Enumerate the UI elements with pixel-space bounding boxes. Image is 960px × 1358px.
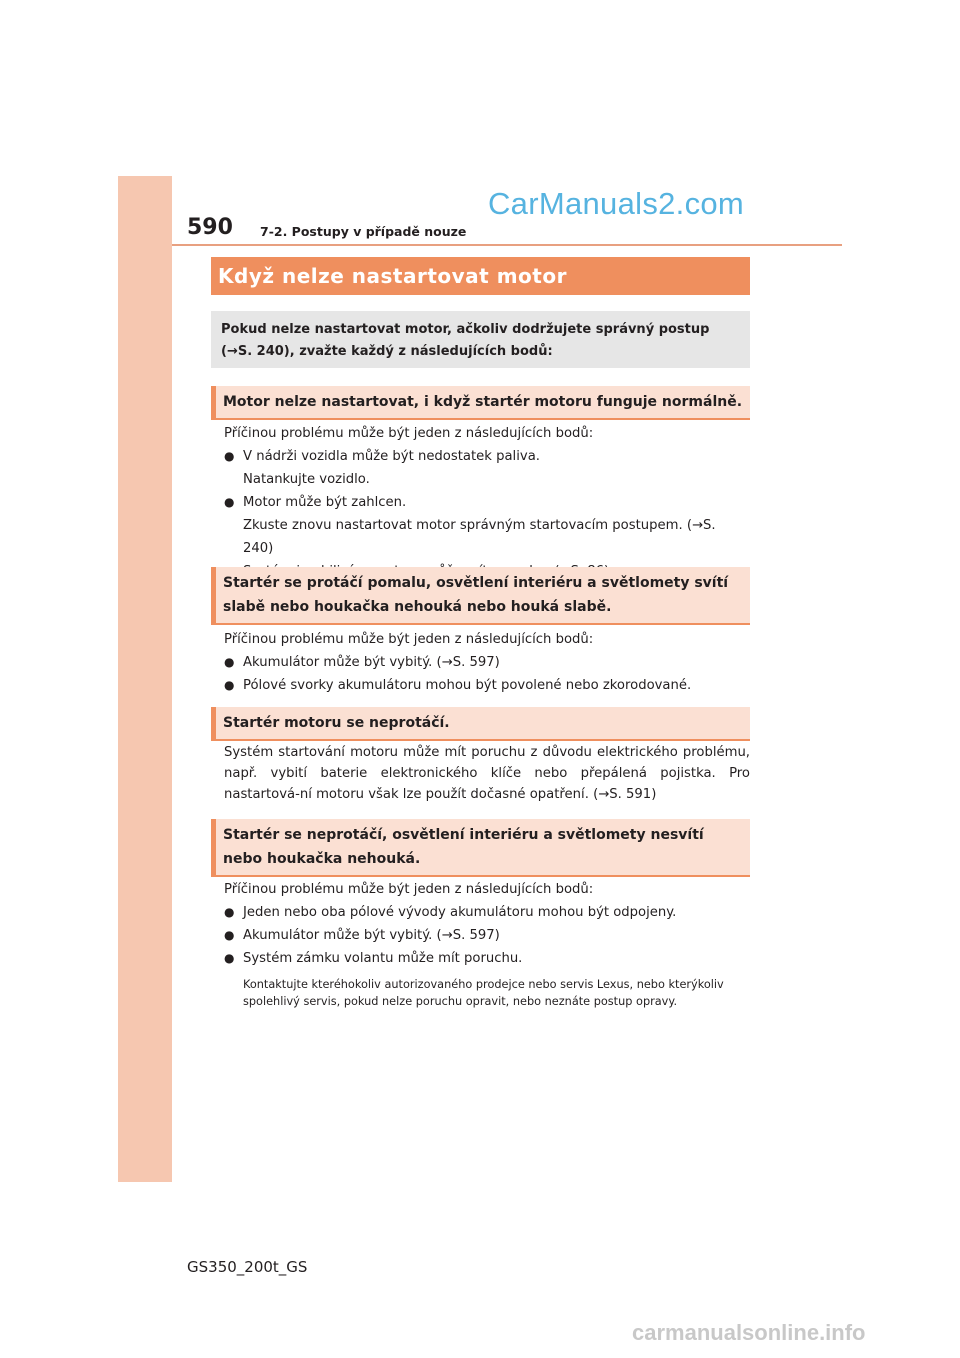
section-title: 7-2. Postupy v případě nouze (260, 224, 467, 239)
subheading-no-lights: Startér se neprotáčí, osvětlení interiéru a světlomety nesvítí nebo houkačka nehouká. (211, 819, 750, 877)
bullet-icon: ● (224, 905, 235, 919)
section-4-body (224, 878, 750, 1010)
service-note: Kontaktujte kteréhokoliv autorizovaného prodejce nebo servis Lexus, nebo kterýkoliv spolehlivý servis, pokud nelze poruchu opravit, nebo neznáte postup opravy. (243, 978, 724, 1008)
watermark-logo: CarManuals2.com (488, 186, 745, 221)
subheading-starter-no-turn: Startér motoru se neprotáčí. (211, 707, 750, 741)
header-divider (172, 244, 842, 246)
list-item: ● Motor může být zahlcen. Zkuste znovu nastartovat motor správným startovacím postupem. (→S. 240) (224, 491, 750, 560)
list-item: ● Pólové svorky akumulátoru mohou být povolené nebo zkorodované. (224, 674, 750, 697)
list-item: ● Jeden nebo oba pólové vývody akumulátoru mohou být odpojeny. (224, 901, 750, 924)
subheading-engine-no-start: Motor nelze nastartovat, i když startér motoru funguje normálně. (211, 386, 750, 420)
bullet-icon: ● (224, 655, 235, 669)
subheading-starter-slow: Startér se protáčí pomalu, osvětlení interiéru a světlomety svítí slabě nebo houkačka nehouká nebo houká slabě. (211, 567, 750, 625)
bullet-icon: ● (224, 495, 235, 509)
document-code: GS350_200t_GS (187, 1258, 308, 1276)
list-item: ● Akumulátor může být vybitý. (→S. 597) (224, 924, 750, 947)
section-3-body: Systém startování motoru může mít poruchu z důvodu elektrického problému, např. vybití baterie elektronického klíče nebo přepálená pojistka. Pro nastartová-ní motoru však lze použít dočasné opatření. (→S. 591) (224, 745, 750, 802)
page-number: 590 (187, 215, 233, 240)
intro-box: Pokud nelze nastartovat motor, ačkoliv dodržujete správný postup (→S. 240), zvažte každý z následujících bodů: (211, 311, 750, 368)
section-2-body (224, 628, 750, 697)
footer-watermark: carmanualsonline.info (632, 1320, 866, 1345)
page-title: Když nelze nastartovat motor (211, 257, 750, 295)
section-2-lead: Příčinou problému může být jeden z následujících bodů: (224, 632, 594, 647)
section-1-body (224, 422, 750, 583)
bullet-icon: ● (224, 951, 235, 965)
section-1-lead: Příčinou problému může být jeden z následujících bodů: (224, 426, 594, 441)
section-4-lead: Příčinou problému může být jeden z následujících bodů: (224, 882, 594, 897)
bullet-icon: ● (224, 449, 235, 463)
bullet-icon: ● (224, 928, 235, 942)
list-item: ● Systém zámku volantu může mít poruchu. (224, 947, 750, 970)
list-item: ● Akumulátor může být vybitý. (→S. 597) (224, 651, 750, 674)
list-item: ● V nádrži vozidla může být nedostatek paliva. Natankujte vozidlo. (224, 445, 750, 491)
side-tab-bar (118, 176, 172, 1182)
bullet-icon: ● (224, 678, 235, 692)
